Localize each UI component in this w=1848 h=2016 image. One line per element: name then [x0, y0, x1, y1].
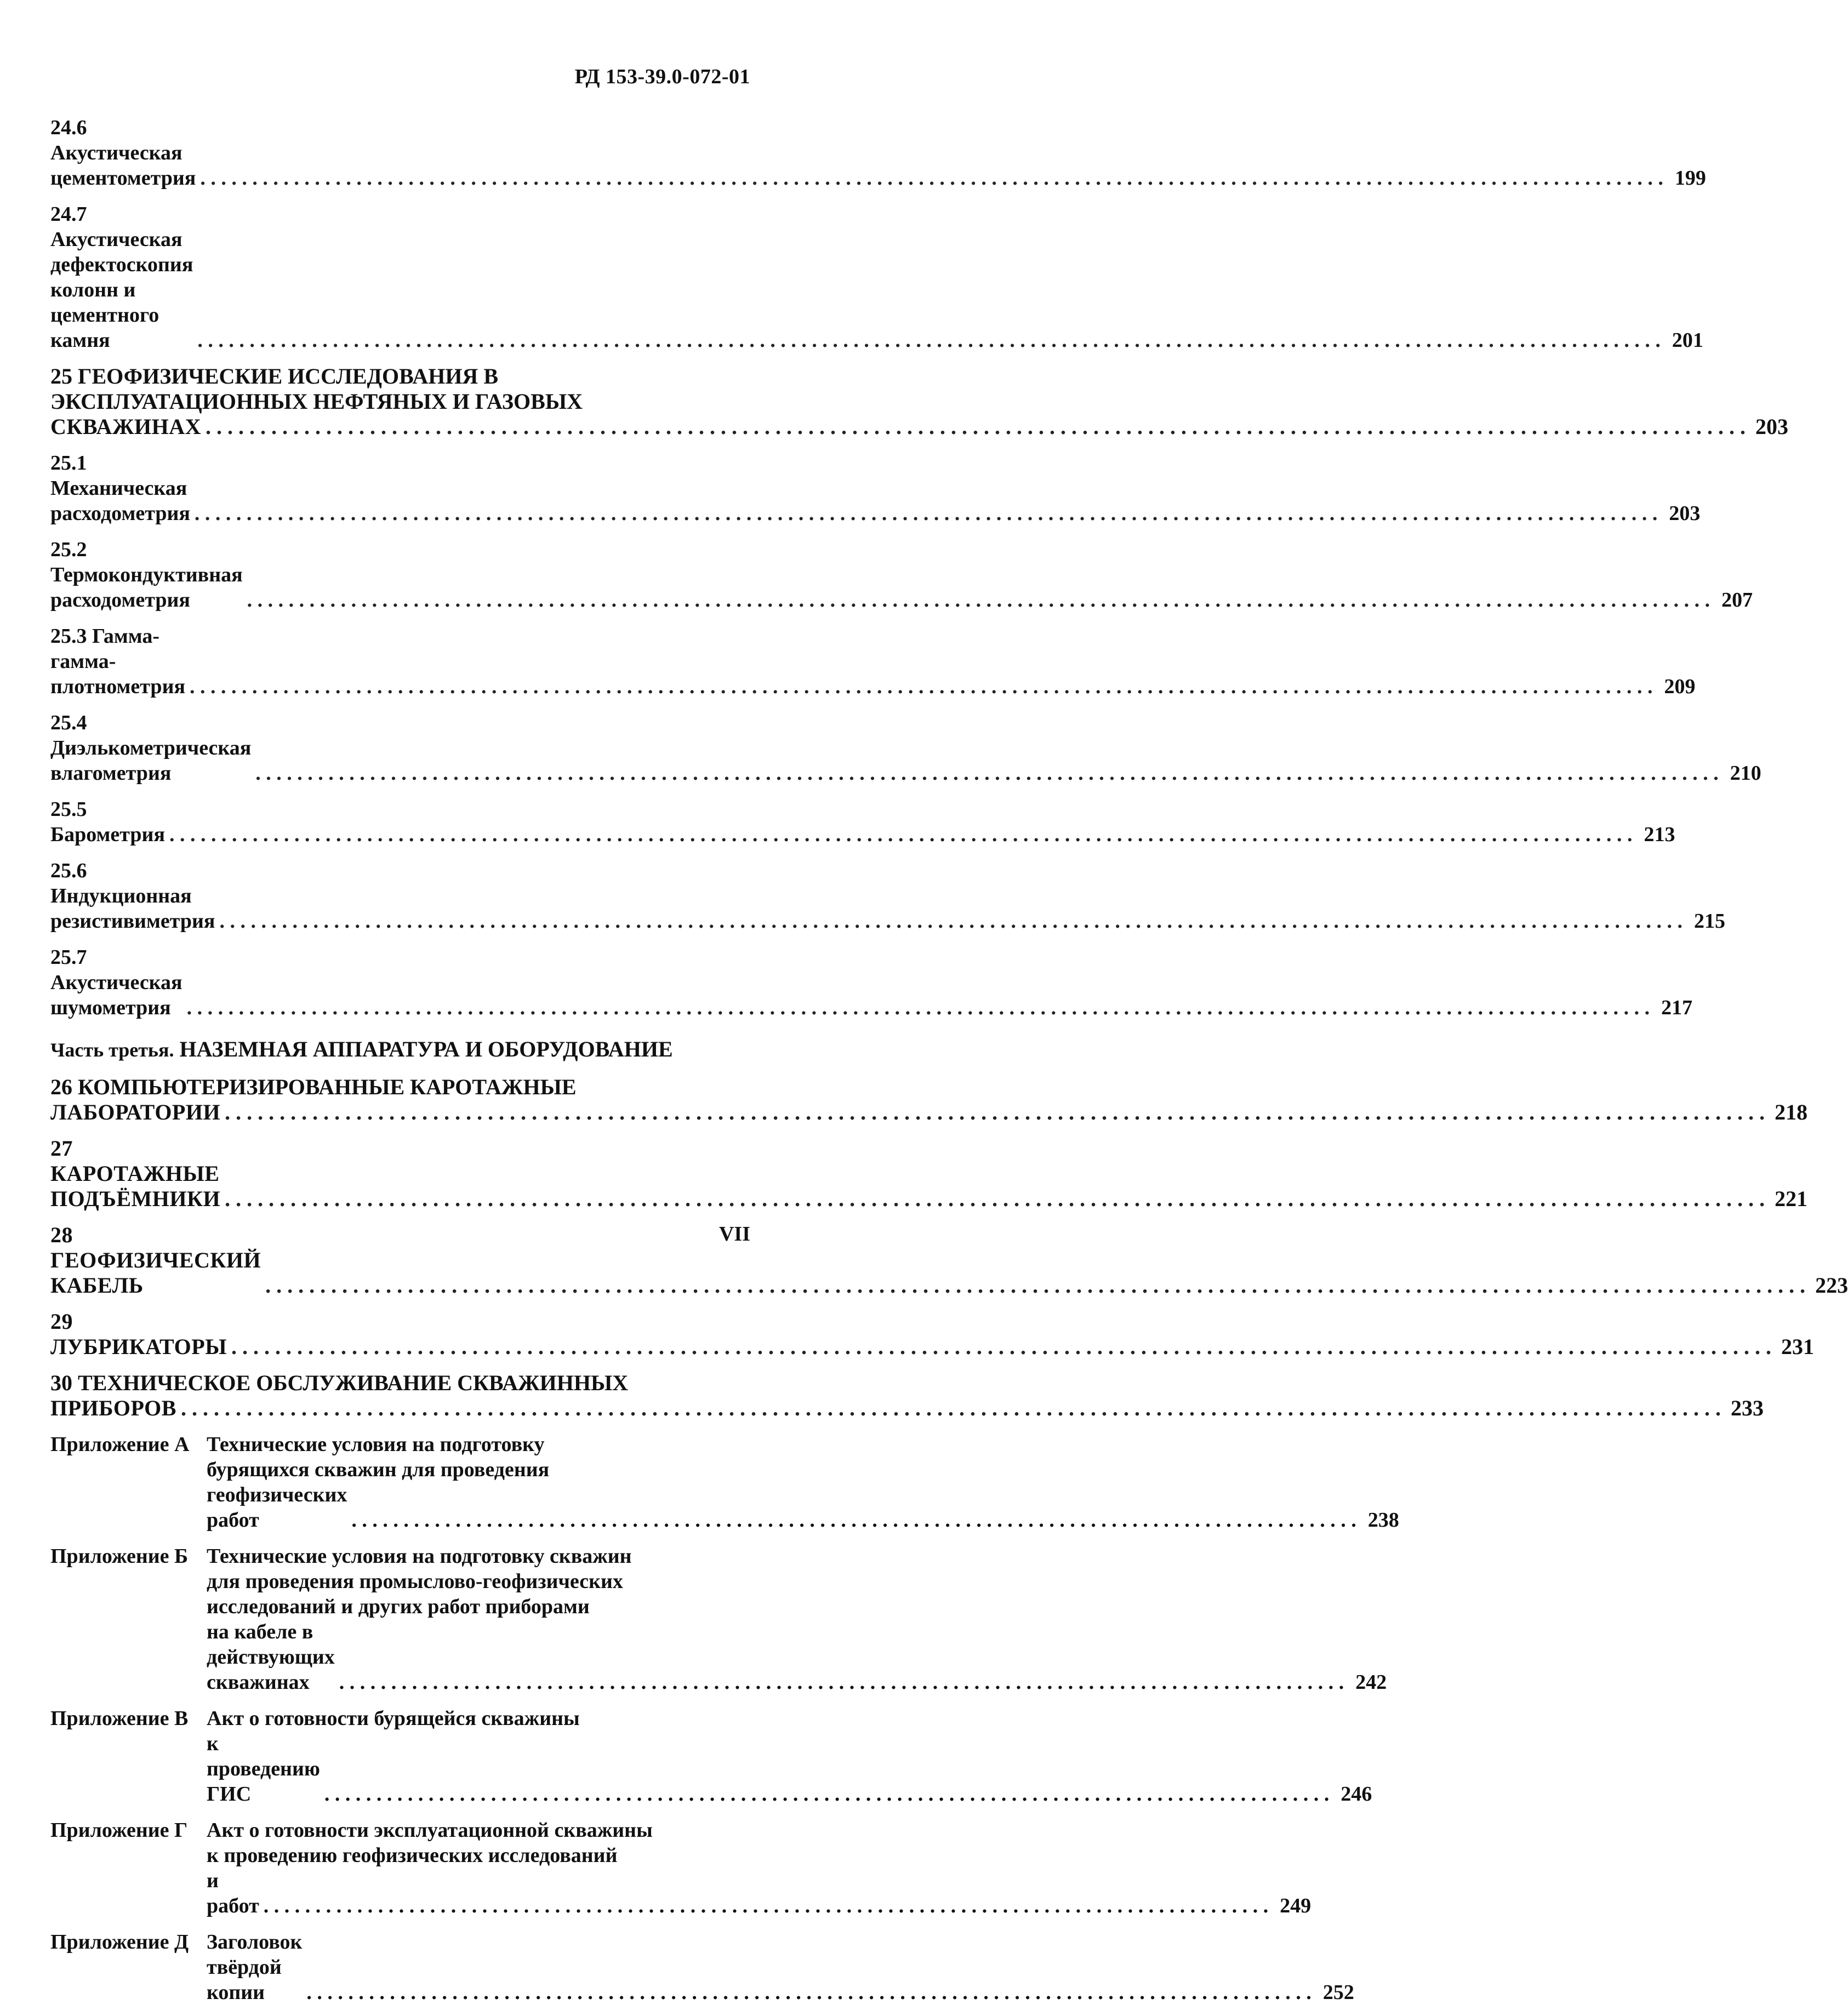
appendix-line: Технические условия на подготовку	[207, 1433, 545, 1456]
appendix-line: Технические условия на подготовку скважин	[207, 1545, 632, 1568]
part-title: НАЗЕМНАЯ АППАРАТУРА И ОБОРУДОВАНИЕ	[179, 1037, 673, 1061]
toc-entry-page: 203	[1669, 502, 1701, 525]
dot-leader	[306, 1980, 1311, 2005]
toc-entry	[50, 858, 1725, 934]
toc-entry-page: 231	[1781, 1334, 1815, 1359]
toc-entry	[50, 1223, 1848, 1298]
toc-entry-page: 249	[1280, 1894, 1311, 1917]
chapter-30-line1: 30 ТЕХНИЧЕСКОЕ ОБСЛУЖИВАНИЕ СКВАЖИННЫХ	[50, 1370, 629, 1395]
toc-entry	[50, 115, 1706, 191]
part-heading	[50, 1037, 752, 1063]
toc-entry-title: 29 ЛУБРИКАТОРЫ	[50, 1309, 227, 1359]
toc-entry-title: 25.1 Механическая расходометрия	[50, 452, 192, 525]
appendix-line: исследований и других работ приборами	[207, 1595, 590, 1618]
appendix-entry	[50, 1432, 1399, 1533]
toc-entry	[50, 624, 1696, 699]
dot-leader	[181, 1396, 1721, 1421]
dot-leader	[264, 1893, 1269, 1918]
dot-leader	[265, 1273, 1805, 1298]
chapter-30-line2: ПРИБОРОВ	[50, 1396, 176, 1420]
table-of-contents	[50, 115, 1848, 2016]
toc-entry	[50, 1136, 1808, 1212]
toc-entry-page: 201	[1672, 329, 1703, 352]
chapter-26-line1: 26 КОМПЬЮТЕРИЗИРОВАННЫЕ КАРОТАЖНЫЕ	[50, 1075, 577, 1099]
toc-entry-page: 238	[1367, 1509, 1399, 1532]
toc-entry-page: 203	[1755, 414, 1788, 439]
appendix-last-line: геофизических работ	[207, 1483, 347, 1532]
toc-entry-title: 25.3 Гамма-гамма-плотнометрия	[50, 625, 186, 698]
appendix-label: Приложение В	[50, 1707, 189, 1730]
toc-entry-page: 215	[1693, 910, 1725, 933]
chapter-25-line2: ЭКСПЛУАТАЦИОННЫХ НЕФТЯНЫХ И ГАЗОВЫХ	[50, 389, 583, 414]
toc-entry-page: 252	[1322, 1981, 1354, 2004]
appendix-label: Приложение А	[50, 1433, 190, 1456]
appendix-last-line: и работ	[207, 1869, 259, 1917]
toc-entry	[50, 450, 1701, 526]
page-number: VII	[718, 1223, 750, 1246]
toc-entry	[50, 1100, 1808, 1125]
toc-entry-title: 25.2 Термокондуктивная расходометрия	[50, 538, 248, 612]
toc-entry-title: 25.4 Диэлькометрическая влагометрия	[50, 711, 256, 785]
dot-leader	[219, 909, 1682, 934]
toc-entry	[50, 797, 1675, 847]
chapter-26-line2: ЛАБОРАТОРИИ	[50, 1100, 221, 1124]
toc-entry-page: 199	[1674, 167, 1706, 190]
dot-leader	[225, 1186, 1765, 1212]
appendix-line: Акт о готовности бурящейся скважины	[207, 1707, 580, 1730]
dot-leader	[255, 761, 1719, 786]
appendix-line: к проведению геофизических исследований	[207, 1844, 618, 1867]
toc-entry-page: 217	[1661, 996, 1693, 1019]
appendix-last-line: на кабеле в действующих скважинах	[207, 1620, 335, 1694]
dot-leader	[231, 1334, 1771, 1360]
dot-leader	[339, 1670, 1344, 1695]
document-code: РД 153-39.0-072-01	[574, 65, 750, 88]
appendix-line: Акт о готовности эксплуатационной скважины	[207, 1819, 653, 1842]
dot-leader	[351, 1507, 1356, 1533]
toc-entry-title: 25.6 Индукционная резистивиметрия	[50, 859, 215, 933]
dot-leader	[190, 674, 1653, 699]
toc-entry-page: 218	[1775, 1100, 1808, 1124]
toc-entry-title: 25.5 Барометрия	[50, 798, 165, 846]
appendix-label: Приложение Г	[50, 1819, 188, 1842]
toc-entry-page: 242	[1355, 1671, 1387, 1694]
dot-leader	[200, 165, 1663, 191]
chapter-25-line1: 25 ГЕОФИЗИЧЕСКИЕ ИССЛЕДОВАНИЯ В	[50, 364, 498, 389]
toc-entry	[50, 202, 1703, 353]
appendix-last-line: Заголовок твёрдой копии	[207, 1931, 303, 2004]
toc-entry-title: 28 ГЕОФИЗИЧЕСКИЙ КАБЕЛЬ	[50, 1223, 267, 1298]
toc-entry-title: 24.6 Акустическая цементометрия	[50, 116, 196, 190]
appendix-last-line: к проведению ГИС	[207, 1732, 320, 1806]
dot-leader	[197, 328, 1661, 353]
toc-entry-page: 221	[1775, 1186, 1808, 1211]
appendix-line: для проведения промыслово-геофизических	[207, 1570, 623, 1593]
toc-entry	[50, 710, 1761, 786]
appendix-label: Приложение Б	[50, 1545, 189, 1568]
part-lead: Часть третья.	[50, 1039, 174, 1061]
appendix-label: Приложение Д	[50, 1931, 189, 1954]
toc-entry	[50, 945, 1693, 1020]
appendix-entry	[50, 1818, 1311, 1918]
toc-entry-page: 233	[1730, 1396, 1764, 1420]
toc-entry-page: 209	[1664, 675, 1696, 698]
appendix-entry	[50, 1544, 1387, 1695]
toc-entry	[50, 1396, 1764, 1421]
toc-entry	[50, 1309, 1815, 1360]
dot-leader	[324, 1781, 1330, 1807]
dot-leader	[206, 414, 1746, 439]
dot-leader	[225, 1100, 1765, 1125]
dot-leader	[187, 995, 1650, 1020]
dot-leader	[169, 822, 1633, 847]
toc-entry	[50, 414, 1788, 439]
dot-leader	[195, 501, 1658, 526]
toc-entry-title: 24.7 Акустическая дефектоскопия колонн и цементного камня	[50, 203, 198, 352]
toc-entry-page: 210	[1730, 762, 1761, 785]
appendix-entry	[50, 1706, 1372, 1807]
toc-entry-page: 223	[1815, 1273, 1848, 1298]
toc-entry-page: 246	[1341, 1783, 1372, 1806]
dot-leader	[247, 587, 1710, 613]
appendix-entry	[50, 1929, 1354, 2005]
toc-entry-title: 27 КАРОТАЖНЫЕ ПОДЪЁМНИКИ	[50, 1136, 225, 1211]
chapter-25-line3: СКВАЖИНАХ	[50, 414, 201, 439]
toc-entry	[50, 537, 1753, 613]
toc-entry-title: 25.7 Акустическая шумометрия	[50, 946, 188, 1019]
appendix-line: бурящихся скважин для проведения	[207, 1458, 550, 1481]
chapter-25	[50, 364, 752, 414]
toc-entry-page: 207	[1721, 589, 1753, 612]
toc-entry-page: 213	[1644, 823, 1675, 846]
